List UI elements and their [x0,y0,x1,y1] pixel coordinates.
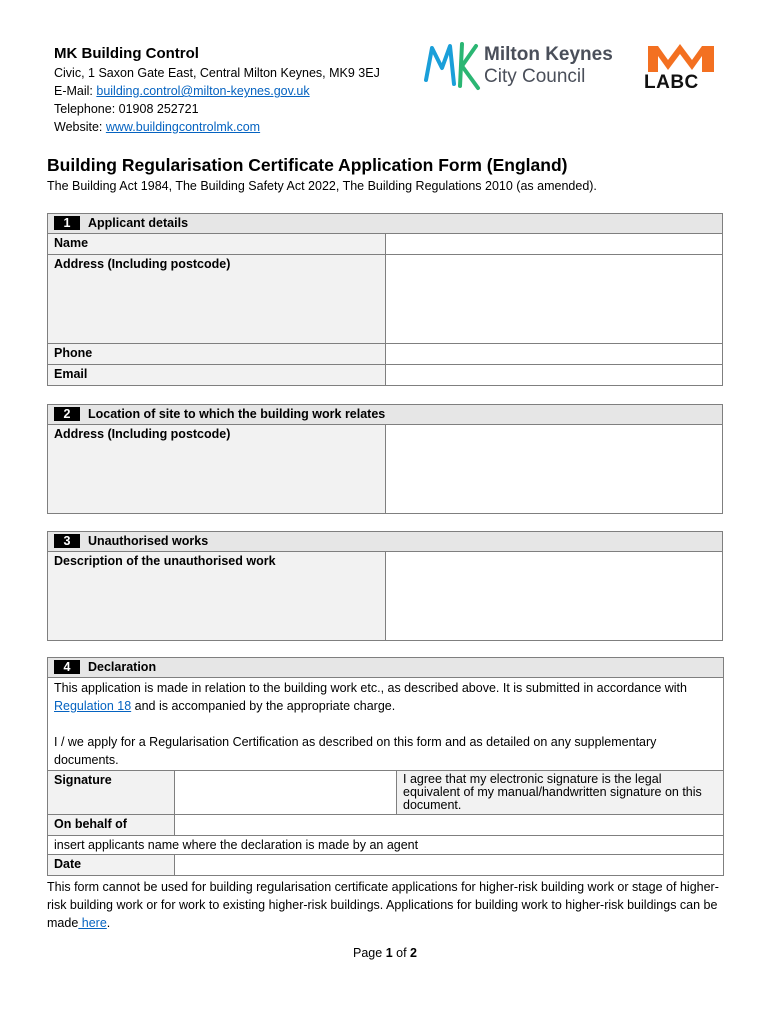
mk-logo-line1: Milton Keynes [484,44,613,65]
declaration-para2: I / we apply for a Regularisation Certification as described on this form and as detailed on any supplementary documents. [54,735,657,767]
section-4-header [48,658,724,678]
labc-logo-mark [644,42,718,74]
labc-logo [644,42,718,94]
date-label: Date [48,855,175,876]
section-3-header [48,532,723,552]
section-site-location [47,404,723,514]
org-website-line [54,120,260,134]
section-declaration [47,657,724,876]
mk-council-logo [422,40,632,96]
org-address: Civic, 1 Saxon Gate East, Central Milton Keynes, MK9 3EJ [54,66,380,80]
mk-logo-mark [422,40,482,94]
org-name: MK Building Control [54,45,199,62]
address-label: Address (Including postcode) [48,255,386,344]
email-label: E-Mail: [54,84,97,98]
on-behalf-label: On behalf of [48,815,175,836]
section-title: Unauthorised works [88,534,209,548]
section-2-header [48,405,723,425]
email-link[interactable]: building.control@milton-keynes.gov.uk [96,84,310,98]
declaration-para1: This application is made in relation to the building work etc., as described above. It is submitted in accordance with Regulation 18 and is accompanied by the appropriate charge. [54,681,687,713]
applicant-address-field[interactable] [385,255,723,344]
labc-logo-text: LABC [644,72,699,93]
works-description-label: Description of the unauthorised work [48,552,386,641]
org-email-line [54,84,310,98]
section-applicant-details [47,213,723,386]
higher-risk-note: This form cannot be used for building regularisation certificate applications for higher-risk building work or stage of higher-risk building work or for work to existing higher-risk buildings. Applications for building work to higher-risk buildings can be made here. [47,880,719,930]
section-number: 3 [54,534,80,548]
section-title: Declaration [88,660,157,674]
mk-logo-line2: City Council [484,66,586,87]
regulation-18-link[interactable]: Regulation 18 [54,699,132,713]
signature-field[interactable] [175,771,397,815]
section-title: Applicant details [88,216,189,230]
phone-label: Phone [48,344,386,365]
applicant-phone-field[interactable] [385,344,723,365]
agent-note: insert applicants name where the declaration is made by an agent [48,836,724,855]
works-description-field[interactable] [385,552,723,641]
declaration-text [48,678,724,771]
website-link[interactable]: www.buildingcontrolmk.com [105,120,261,134]
email-label: Email [48,365,386,386]
applicant-name-field[interactable] [385,234,723,255]
section-title: Location of site to which the building work relates [88,407,386,421]
form-title: Building Regularisation Certificate Application Form (England) [47,155,568,175]
here-link[interactable]: here [78,916,107,930]
date-field[interactable] [175,855,724,876]
site-address-field[interactable] [385,425,723,514]
on-behalf-field[interactable] [175,815,724,836]
section-number: 1 [54,216,80,230]
section-1-header [48,214,723,234]
signature-label: Signature [48,771,175,815]
site-address-label: Address (Including postcode) [48,425,386,514]
section-unauthorised-works [47,531,723,641]
form-subtitle: The Building Act 1984, The Building Safety Act 2022, The Building Regulations 2010 (as amended). [47,179,597,193]
section-number: 4 [54,660,80,674]
applicant-email-field[interactable] [385,365,723,386]
section-number: 2 [54,407,80,421]
name-label: Name [48,234,386,255]
website-label: Website: [54,120,106,134]
org-phone: Telephone: 01908 252721 [54,102,199,116]
signature-note: I agree that my electronic signature is the legal equivalent of my manual/handwritten signature on this document. [397,771,724,815]
page-number: Page 1 of 2 [353,946,417,960]
